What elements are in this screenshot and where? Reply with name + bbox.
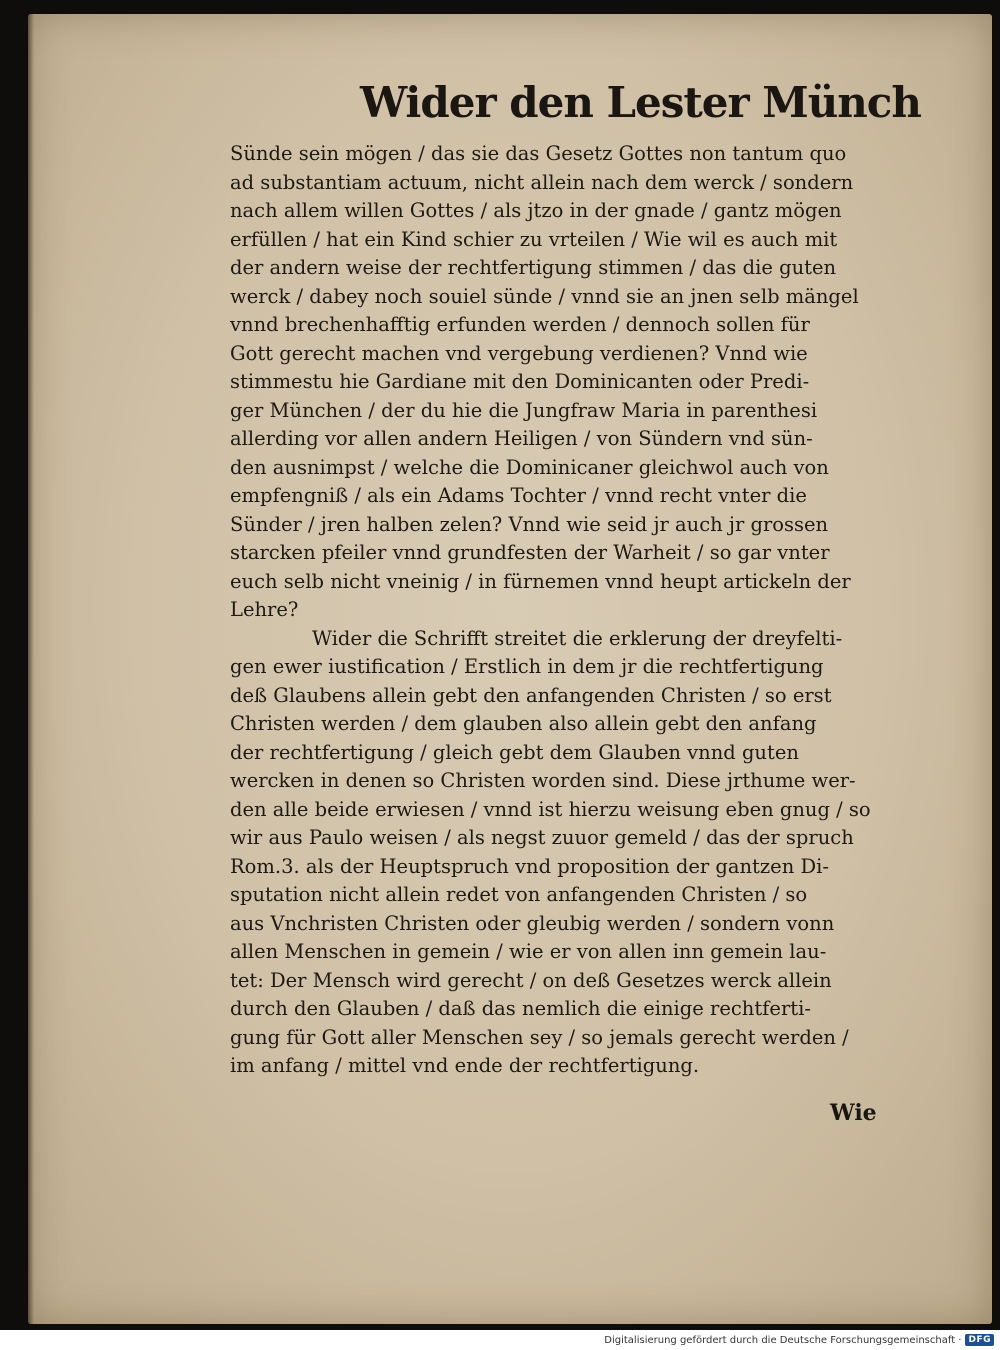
text-line: empfengniß / als ein Adams Tochter / vnnd recht vnter die (230, 484, 807, 507)
text-line: Christen werden / dem glauben also allein gebt den anfang (230, 712, 817, 735)
text-line: durch den Glauben / daß das nemlich die einige rechtferti- (230, 997, 811, 1020)
text-line: nach allem willen Gottes / als jtzo in der gnade / gantz mögen (230, 199, 842, 222)
page-gutter-shadow (28, 14, 34, 1324)
text-line: sputation nicht allein redet von anfangenden Christen / so (230, 883, 808, 906)
text-line: den ausnimpst / welche die Dominicaner gleichwol auch von (230, 455, 829, 479)
funding-notice: Digitalisierung gefördert durch die Deutsche Forschungsgemeinschaft · (604, 1334, 962, 1346)
text-line: deß Glaubens allein gebt den anfangenden Christen / so erst (230, 683, 832, 707)
text-line: tet: Der Mensch wird gerecht / on deß Gesetzes werck allein (230, 968, 832, 992)
running-head: Wider den Lester Münch (360, 78, 921, 127)
text-line: gen ewer iustification / Erstlich in dem jr die rechtfertigung (230, 655, 824, 678)
text-line: Sünde sein mögen / das sie das Gesetz Gottes non tantum quo (230, 142, 847, 165)
paragraph-start-line: Wider die Schrifft streitet die erklerung der dreyfelti- (312, 626, 843, 650)
text-line: den alle beide erwiesen / vnnd ist hierzu weisung eben gnug / so (230, 797, 871, 821)
text-line: vnnd brechenhafftig erfunden werden / dennoch sollen für (230, 313, 810, 336)
text-line: stimmestu hie Gardiane mit den Dominicanten oder Predi- (230, 370, 810, 393)
text-line: gung für Gott aller Menschen sey / so jemals gerecht werden / (230, 1025, 849, 1049)
body-text (230, 140, 890, 1081)
catchword: Wie (830, 1100, 877, 1126)
digitization-footer (0, 1330, 1000, 1350)
text-line: starcken pfeiler vnnd grundfesten der Warheit / so gar vnter (230, 541, 830, 564)
text-line: wercken in denen so Christen worden sind. Diese jrthume wer- (230, 769, 856, 792)
text-line: wir aus Paulo weisen / als negst zuuor gemeld / das der spruch (230, 826, 854, 849)
text-line: ger München / der du hie die Jungfraw Maria in parenthesi (230, 398, 818, 422)
text-line: Gott gerecht machen vnd vergebung verdienen? Vnnd wie (230, 341, 808, 365)
text-line: erfüllen / hat ein Kind schier zu vrteilen / Wie wil es auch mit (230, 227, 838, 251)
text-line: euch selb nicht vneinig / in fürnemen vnnd heupt artickeln der (230, 569, 851, 593)
text-line: ad substantiam actuum, nicht allein nach dem werck / sondern (230, 170, 854, 194)
text-line: Sünder / jren halben zelen? Vnnd wie seid jr auch jr grossen (230, 512, 829, 536)
text-line: werck / dabey noch souiel sünde / vnnd sie an jnen selb mängel (230, 284, 859, 308)
text-line: Lehre? (230, 598, 299, 621)
text-line: Rom.3. als der Heuptspruch vnd proposition der gantzen Di- (230, 854, 829, 878)
text-line: der andern weise der rechtfertigung stimmen / das die guten (230, 256, 837, 279)
text-line: allen Menschen in gemein / wie er von allen inn gemein lau- (230, 940, 827, 963)
dfg-logo: DFG (965, 1334, 994, 1346)
text-line: im anfang / mittel vnd ende der rechtfertigung. (230, 1054, 700, 1077)
text-line: aus Vnchristen Christen oder gleubig werden / sondern vonn (230, 911, 835, 935)
text-line: allerding vor allen andern Heiligen / von Sündern vnd sün- (230, 427, 813, 450)
text-line: der rechtfertigung / gleich gebt dem Glauben vnnd guten (230, 740, 799, 764)
